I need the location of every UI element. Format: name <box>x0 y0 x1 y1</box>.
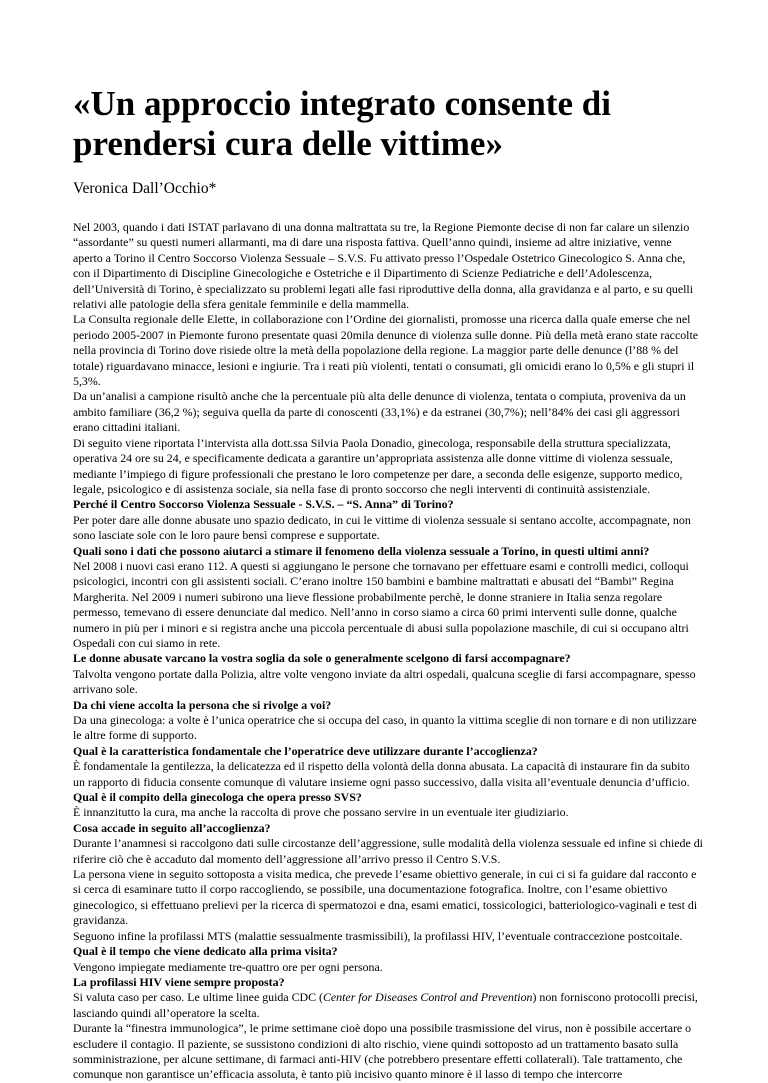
body-paragraph: Nel 2008 i nuovi casi erano 112. A questi si aggiungano le persone che tornavano per effettuare esami e controlli medici, colloqui psicologici, incontri con gli assistenti sociali. C’erano inoltre 150 bambini e bambine maltrattati e abusati del “Bambi” Regina Margherita. Nel 2009 i numeri subirono una lieve flessione probabilmente perchè, le donne straniere in Italia senza regolare permesso, temevano di essere denunciate dal medico. Nell’anno in corso siamo a circa 60 primi interventi sulle donne, qualche numero in più per i minori e si registra anche una piccola percentuale di abusi sulla popolazione maschile, di cui si occupano altri Ospedali con cui siamo in rete. <box>73 558 689 650</box>
body-paragraph: Vengono impiegate mediamente tre-quattro ore per ogni persona. <box>73 959 383 974</box>
article-body <box>73 220 703 1083</box>
body-paragraph: Seguono infine la profilassi MTS (malattie sessualmente trasmissibili), la profilassi HIV, l’eventuale contraccezione postcoitale. <box>73 928 683 943</box>
interview-question: Perché il Centro Soccorso Violenza Sessuale - S.V.S. – “S. Anna” di Torino? <box>73 497 454 512</box>
body-paragraph: La Consulta regionale delle Elette, in collaborazione con l’Ordine dei giornalisti, promosse una ricerca dalla quale emerse che nel periodo 2005-2007 in Piemonte furono presentate quasi 20mila denunce di violenza sulle donne. Più della metà erano state raccolte nella provincia di Torino dove risiede oltre la metà della popolazione della regione. La maggior parte delle denunce (l’88 % del totale) riguardavano minacce, lesioni e ingiurie. Tra i reati più violenti, tentati o consumati, gli omicidi erano lo 0,5% e gli stupri il 5,3%. <box>73 312 699 389</box>
body-paragraph: Nel 2003, quando i dati ISTAT parlavano di una donna maltrattata su tre, la Regione Piemonte decise di non far calare un silenzio “assordante” su questi numeri allarmanti, ma di dare una risposta fattiva. Quell’anno quindi, insieme ad altre iniziative, venne aperto a Torino il Centro Soccorso Violenza Sessuale – S.V.S. Fu attivato presso l’Ospedale Ostetrico Ginecologico S. Anna che, con il Dipartimento di Discipline Ginecologiche e Ostetriche e il Dipartimento di Scienze Pediatriche e dell’Adolescenza, dell’Università di Torino, è specializzato su problemi legati alle fasi riproduttive della donna, alla gravidanza e al parto, e su quelli relativi alle patologie della sfera genitale femminile e della mammella. <box>73 220 694 312</box>
article-title: «Un approccio integrato consente di prendersi cura delle vittime» <box>73 84 611 163</box>
body-paragraph: Si valuta caso per caso. Le ultime linee guida CDC (Center for Diseases Control and Prevention) non forniscono protocolli precisi, lasciando quindi all’operatore la scelta. <box>73 990 698 1020</box>
body-paragraph: Da un’analisi a campione risultò anche che la percentuale più alta delle denunce di violenza, tentata o compiuta, proveniva da un ambito familiare (36,2 %); seguiva quella da parte di conoscenti (33,1%) e da estranei (30,7%); nell’84% dei casi gli aggressori erano cittadini italiani. <box>73 389 686 435</box>
interview-question: Cosa accade in seguito all’accoglienza? <box>73 820 271 835</box>
interview-question: Qual è la caratteristica fondamentale che l’operatrice deve utilizzare durante l’accoglienza? <box>73 743 538 758</box>
interview-question: Quali sono i dati che possono aiutarci a stimare il fenomeno della violenza sessuale a Torino, in questi ultimi anni? <box>73 543 650 558</box>
author-byline: Veronica Dall’Occhio* <box>73 180 217 197</box>
interview-question: Qual è il tempo che viene dedicato alla prima visita? <box>73 944 338 959</box>
body-paragraph: Durante l’anamnesi si raccolgono dati sulle circostanze dell’aggressione, sulle modalità della violenza sessuale ed infine si chiede di riferire ciò che è accaduto dal momento dell’aggressione all’arrivo presso il Centro S.V.S. <box>73 836 703 866</box>
interview-question: Da chi viene accolta la persona che si rivolge a voi? <box>73 697 332 712</box>
body-paragraph: La persona viene in seguito sottoposta a visita medica, che prevede l’esame obiettivo generale, in cui ci si fa guidare dal racconto e si cerca di esaminare tutto il corpo raccogliendo, se possibile, una documentazione fotografica. Inoltre, con l’esame obiettivo ginecologico, si effettuano prelievi per la ricerca di spermatozoi e dna, esami ematici, tossicologici, batteriologico-vaginali e test di gravidanza. <box>73 867 698 928</box>
body-paragraph: Per poter dare alle donne abusate uno spazio dedicato, in cui le vittime di violenza sessuale si sentano accolte, accompagnate, non sono lasciate sole con le loro paure bensì comprese e supportate. <box>73 512 691 543</box>
interview-question: Qual è il compito della ginecologa che opera presso SVS? <box>73 790 362 805</box>
body-paragraph: È innanzitutto la cura, ma anche la raccolta di prove che possano servire in un eventuale iter giudiziario. <box>73 805 569 820</box>
body-paragraph: Durante la “finestra immunologica”, le prime settimane cioè dopo una possibile trasmissione del virus, non è possibile accertare o escludere il contagio. Il paziente, se sussistono condizioni di alto rischio, viene quindi sottoposto ad un trattamento basato sulla somministrazione, per alcune settimane, di farmaci anti-HIV (che potrebbero presentare effetti collaterali). Tale trattamento, che comunque non garantisce un’efficacia assoluta, è tanto più incisivo quanto minore è il lasso di tempo che intercorre <box>73 1021 692 1082</box>
interview-question: Le donne abusate varcano la vostra soglia da sole o generalmente scelgono di farsi accompagnare? <box>73 651 571 666</box>
body-paragraph: È fondamentale la gentilezza, la delicatezza ed il rispetto della volontà della donna abusata. La capacità di instaurare fin da subito un rapporto di fiducia consente comunque di valutare insieme ogni passo successivo, dalla visita all’eventuale denuncia d’ufficio. <box>73 759 690 789</box>
body-paragraph: Da una ginecologa: a volte è l’unica operatrice che si occupa del caso, in quanto la vittima sceglie di non tornare e di non utilizzare le altre forme di supporto. <box>73 713 697 743</box>
interview-question: La profilassi HIV viene sempre proposta? <box>73 974 285 989</box>
body-paragraph: Di seguito viene riportata l’intervista alla dott.ssa Silvia Paola Donadio, ginecologa, responsabile della struttura specializzata, operativa 24 ore su 24, e specificamente dedicata a garantire un’appropriata assistenza alle donne vittime di violenza sessuale, mediante l’impiego di figure professionali che prestano le loro competenze per dare, a seconda delle esigenze, supporto medico, legale, psicologico e di assistenza sociale, sia nella fase di pronto soccorso che negli interventi di continuità assistenziale. <box>73 435 683 496</box>
body-paragraph: Talvolta vengono portate dalla Polizia, altre volte vengono inviate da altri ospedali, qualcuna sceglie di farsi accompagnare, spesso arrivano sole. <box>73 666 696 697</box>
